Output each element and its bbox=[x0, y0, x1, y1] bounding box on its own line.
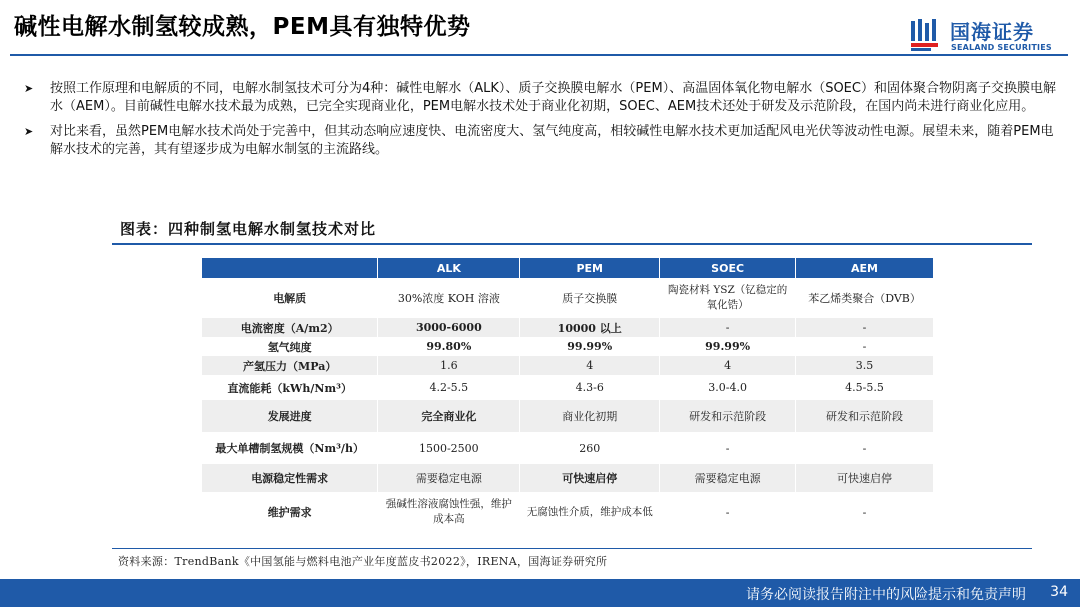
table-cell: - bbox=[660, 318, 796, 337]
arrow-bullet-icon: ➤ bbox=[24, 125, 34, 138]
page-title: 碱性电解水制氢较成熟，PEM具有独特优势 bbox=[14, 14, 471, 40]
table-cell: 完全商业化 bbox=[378, 400, 520, 432]
bullet-text: 对比来看，虽然PEM电解水技术尚处于完善中，但其动态响应速度快、电流密度大、氢气纯度高，相较碱性电解水技术更加适配风电光伏等波动性电源。展望未来，随着PEM电解水技术的完善，其有望逐步成为电解水制氢的主流路线。 bbox=[50, 124, 1054, 157]
table-cell: 可快速启停 bbox=[796, 464, 934, 492]
table-cell: 260 bbox=[520, 432, 660, 464]
sealand-logo-icon bbox=[910, 18, 942, 52]
table-cell: 4 bbox=[660, 356, 796, 375]
column-header: SOEC bbox=[660, 258, 796, 278]
source-divider bbox=[112, 548, 1032, 549]
table-cell: 需要稳定电源 bbox=[378, 464, 520, 492]
figure-divider bbox=[112, 243, 1032, 245]
table-row bbox=[202, 318, 934, 337]
row-header: 电流密度（A/m2） bbox=[202, 318, 378, 337]
table-row bbox=[202, 375, 934, 400]
table-cell: 3000-6000 bbox=[378, 318, 520, 337]
bullet-item bbox=[24, 80, 1056, 116]
table-cell: - bbox=[796, 492, 934, 532]
column-header bbox=[202, 258, 378, 278]
row-header: 最大单槽制氢规模（Nm³/h） bbox=[202, 432, 378, 464]
table-cell: 4.5-5.5 bbox=[796, 375, 934, 400]
table-cell: 99.99% bbox=[520, 337, 660, 356]
title-divider bbox=[10, 54, 1068, 56]
row-header: 直流能耗（kWh/Nm³） bbox=[202, 375, 378, 400]
row-header: 氢气纯度 bbox=[202, 337, 378, 356]
table-cell: 陶瓷材料 YSZ（钇稳定的氧化锆） bbox=[660, 278, 796, 318]
row-header: 电源稳定性需求 bbox=[202, 464, 378, 492]
table-cell: 10000 以上 bbox=[520, 318, 660, 337]
table-cell: 需要稳定电源 bbox=[660, 464, 796, 492]
table-cell: - bbox=[796, 432, 934, 464]
table-cell: 强碱性溶液腐蚀性强，维护成本高 bbox=[378, 492, 520, 532]
table-cell: 研发和示范阶段 bbox=[796, 400, 934, 432]
table-cell: 30%浓度 KOH 溶液 bbox=[378, 278, 520, 318]
table-cell: 苯乙烯类聚合（DVB） bbox=[796, 278, 934, 318]
table-cell: 99.80% bbox=[378, 337, 520, 356]
source-note: 资料来源：TrendBank《中国氢能与燃料电池产业年度蓝皮书2022》，IRENA，国海证券研究所 bbox=[118, 555, 608, 568]
table-row bbox=[202, 492, 934, 532]
column-header: AEM bbox=[796, 258, 934, 278]
table-cell: - bbox=[796, 337, 934, 356]
page-number: 34 bbox=[1050, 584, 1068, 600]
table-cell: - bbox=[660, 492, 796, 532]
footer-bar bbox=[0, 579, 1080, 607]
table-cell: 1500-2500 bbox=[378, 432, 520, 464]
table-cell: 研发和示范阶段 bbox=[660, 400, 796, 432]
table-cell: 质子交换膜 bbox=[520, 278, 660, 318]
row-header: 发展进度 bbox=[202, 400, 378, 432]
table-row bbox=[202, 400, 934, 432]
table-cell: 99.99% bbox=[660, 337, 796, 356]
table-row bbox=[202, 464, 934, 492]
table-row bbox=[202, 278, 934, 318]
company-logo bbox=[910, 16, 1070, 56]
table-cell: 无腐蚀性介质，维护成本低 bbox=[520, 492, 660, 532]
bullet-text: 按照工作原理和电解质的不同，电解水制氢技术可分为4种：碱性电解水（ALK）、质子交换膜电解水（PEM）、高温固体氧化物电解水（SOEC）和固体聚合物阴离子交换膜电解水（AEM）。目前碱性电解水技术最为成熟，已完全实现商业化，PEM电解水技术处于商业化初期，SOEC、AEM技术还处于研发及示范阶段，在国内尚未进行商业化应用。 bbox=[50, 81, 1056, 114]
table-row bbox=[202, 337, 934, 356]
table-row bbox=[202, 356, 934, 375]
column-header: ALK bbox=[378, 258, 520, 278]
table-cell: 4 bbox=[520, 356, 660, 375]
table-row bbox=[202, 432, 934, 464]
bullet-item bbox=[24, 123, 1056, 159]
table-cell: 商业化初期 bbox=[520, 400, 660, 432]
row-header: 产氢压力（MPa） bbox=[202, 356, 378, 375]
table-header-row bbox=[202, 258, 934, 278]
table-cell: 可快速启停 bbox=[520, 464, 660, 492]
table-cell: - bbox=[660, 432, 796, 464]
row-header: 维护需求 bbox=[202, 492, 378, 532]
comparison-table bbox=[202, 258, 934, 532]
logo-english-name: SEALAND SECURITIES bbox=[951, 43, 1052, 52]
table-cell: 1.6 bbox=[378, 356, 520, 375]
disclaimer-text: 请务必阅读报告附注中的风险提示和免责声明 bbox=[746, 587, 1026, 603]
table-cell: 4.3-6 bbox=[520, 375, 660, 400]
row-header: 电解质 bbox=[202, 278, 378, 318]
table-cell: 3.0-4.0 bbox=[660, 375, 796, 400]
table-cell: 4.2-5.5 bbox=[378, 375, 520, 400]
table-cell: 3.5 bbox=[796, 356, 934, 375]
arrow-bullet-icon: ➤ bbox=[24, 82, 34, 95]
column-header: PEM bbox=[520, 258, 660, 278]
figure-title: 图表：四种制氢电解水制氢技术对比 bbox=[120, 220, 377, 238]
bullet-list bbox=[24, 80, 1056, 166]
logo-chinese-name: 国海证券 bbox=[950, 20, 1034, 44]
table-cell: - bbox=[796, 318, 934, 337]
